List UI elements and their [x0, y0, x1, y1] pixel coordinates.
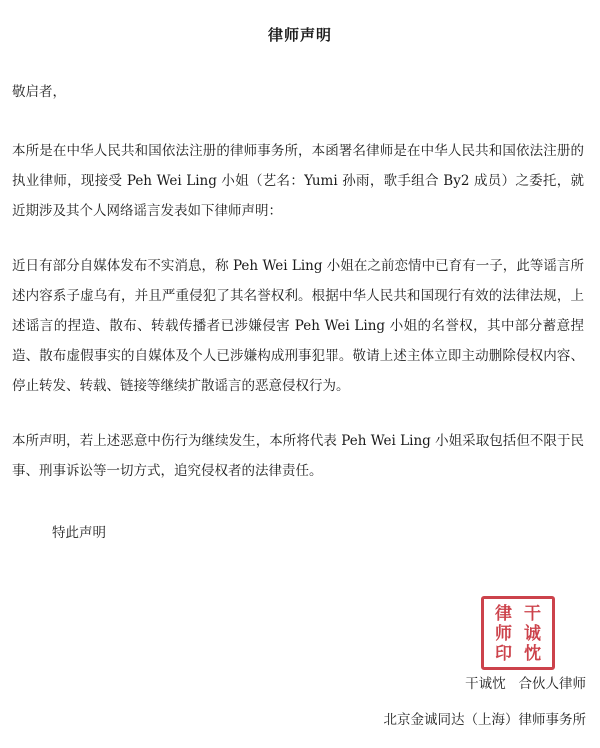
lawyer-seal-stamp: [481, 596, 555, 670]
signature-line: [465, 672, 586, 692]
paragraph-intro: 本所是在中华人民共和国依法注册的律师事务所，本函署名律师是在中华人民共和国依法注册的执业律师，现接受 Peh Wei Ling 小姐（艺名：Yumi 孙雨，歌手组合 By2 成员）之委托，就近期涉及其个人网络谣言发表如下律师声明：: [12, 143, 584, 219]
closing-remark: 特此声明: [52, 525, 106, 541]
paragraph-declaration: 本所声明，若上述恶意中伤行为继续发生，本所将代表 Peh Wei Ling 小姐采取包括但不限于民事、刑事诉讼等一切方式，追究侵权者的法律责任。: [12, 433, 584, 479]
seal-char: 印: [495, 644, 512, 664]
signature-firm: 北京金诚同达（上海）律师事务所: [383, 712, 586, 728]
seal-char: 干: [524, 604, 541, 624]
signature-name: 干诚忱: [465, 676, 506, 692]
seal-char: 师: [495, 624, 512, 644]
seal-char: 诚: [524, 624, 541, 644]
seal-char: 律: [495, 604, 512, 624]
document-title: 律师声明: [267, 26, 332, 44]
salutation: 敬启者，: [12, 84, 66, 100]
seal-char: 忱: [524, 644, 541, 664]
paragraph-rumor: 近日有部分自媒体发布不实消息，称 Peh Wei Ling 小姐在之前恋情中已育有一子，此等谣言所述内容系子虚乌有，并且严重侵犯了其名誉权利。根据中华人民共和国现行有效的法律法规，上述谣言的捏造、散布、转载传播者已涉嫌侵害 Peh Wei Ling 小姐的名誉权，其中部分蓄意捏造、散布虚假事实的自媒体及个人已涉嫌构成刑事犯罪。敬请上述主体立即主动删除侵权内容、停止转发、转载、链接等继续扩散谣言的恶意侵权行为。: [12, 258, 584, 394]
signature-role: 合伙人律师: [518, 676, 586, 692]
